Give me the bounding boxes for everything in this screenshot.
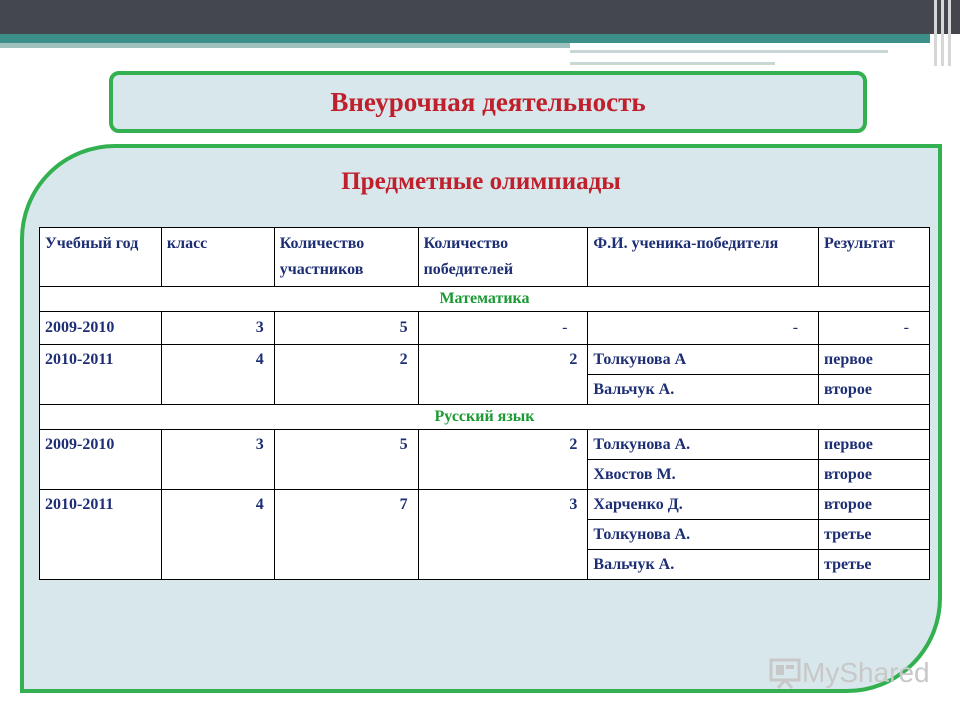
student-cell: Толкунова А. [588,520,819,550]
header-cell: Ф.И. ученика-победителя [588,228,819,287]
participants-cell: 2 [274,345,418,405]
winners-cell: 3 [418,490,588,580]
result-cell: второе [819,490,930,520]
winners-cell: 2 [418,345,588,405]
decor-corner-line [948,0,951,66]
page-subtitle: Предметные олимпиады [341,168,621,195]
year-cell: 2009-2010 [40,312,162,345]
header-cell: Учебный год [40,228,162,287]
watermark-text: MyShared [802,657,930,688]
winners-cell: 2 [418,430,588,490]
top-bar [0,0,960,34]
class-cell: 3 [161,430,274,490]
student-cell: - [588,312,819,345]
table-row [40,430,930,460]
result-cell: - [819,312,930,345]
decor-corner-line [941,0,944,66]
accent-stripe [0,34,930,43]
result-cell: первое [819,430,930,460]
result-cell: третье [819,550,930,580]
section-title-russian: Русский язык [40,405,930,430]
decor-line [570,62,775,65]
class-cell: 3 [161,312,274,345]
olympiad-table [39,227,930,580]
header-title: Внеурочная деятельность [330,86,646,117]
result-cell: второе [819,375,930,405]
header-cell: Количество победителей [418,228,588,287]
student-cell: Харченко Д. [588,490,819,520]
winners-cell: - [418,312,588,345]
student-cell: Вальчук А. [588,550,819,580]
year-cell: 2010-2011 [40,345,162,405]
result-cell: второе [819,460,930,490]
accent-stripe-light [0,43,570,48]
participants-cell: 7 [274,490,418,580]
class-cell: 4 [161,490,274,580]
decor-corner-line [934,0,937,66]
result-cell: третье [819,520,930,550]
year-cell: 2009-2010 [40,430,162,490]
table-row [40,490,930,520]
header-cell: Количество участников [274,228,418,287]
student-cell: Вальчук А. [588,375,819,405]
student-cell: Толкунова А [588,345,819,375]
header-cell: класс [161,228,274,287]
student-cell: Хвостов М. [588,460,819,490]
participants-cell: 5 [274,312,418,345]
presentation-icon [768,656,802,690]
header-title-box [109,71,867,133]
decor-line [570,50,888,53]
section-title-math: Математика [40,287,930,312]
watermark-logo [768,656,930,690]
table-row [40,345,930,375]
class-cell: 4 [161,345,274,405]
table-row [40,312,930,345]
participants-cell: 5 [274,430,418,490]
header-cell: Результат [819,228,930,287]
table-header-row [40,228,930,287]
result-cell: первое [819,345,930,375]
student-cell: Толкунова А. [588,430,819,460]
year-cell: 2010-2011 [40,490,162,580]
